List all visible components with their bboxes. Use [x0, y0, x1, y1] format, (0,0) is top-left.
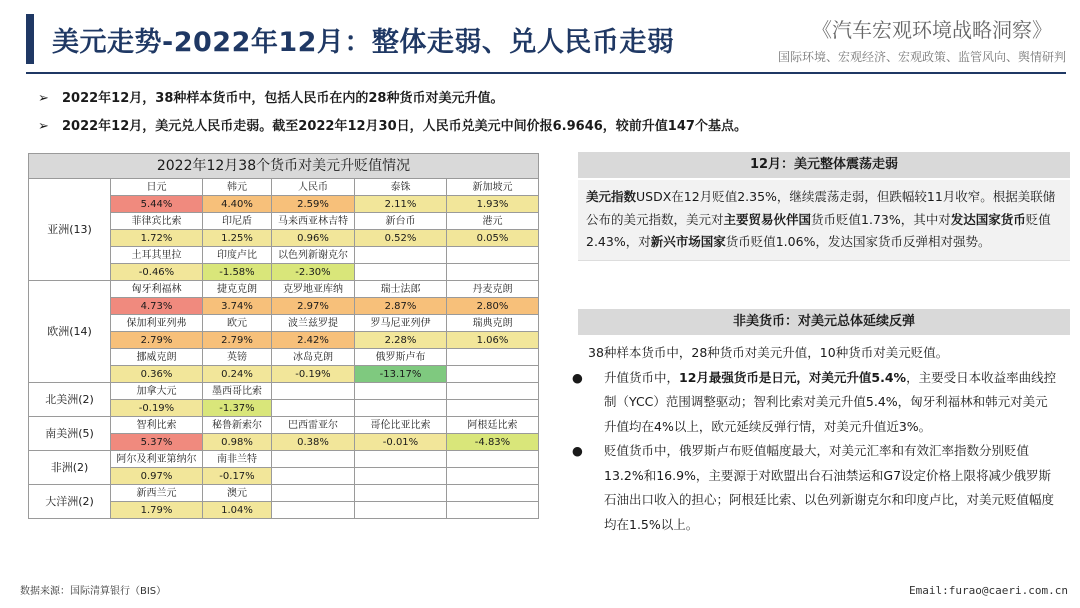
currency-name: 智利比索 — [111, 417, 203, 434]
currency-name: 新台币 — [355, 213, 447, 230]
currency-change: -0.46% — [111, 264, 203, 281]
currency-name: 挪威克朗 — [111, 349, 203, 366]
currency-name: 墨西哥比索 — [203, 383, 272, 400]
currency-table — [28, 153, 539, 519]
title-accent-bar — [26, 14, 34, 64]
bullet-dot-icon: ● — [572, 443, 583, 458]
currency-change: -2.30% — [272, 264, 355, 281]
currency-name: 印度卢比 — [203, 247, 272, 264]
currency-change: 0.38% — [272, 434, 355, 451]
table-row — [29, 383, 539, 400]
currency-change: 0.98% — [203, 434, 272, 451]
empty-cell — [272, 400, 355, 417]
panel-usd-text: 美元指数USDX在12月贬值2.35%，继续震荡走弱，但跌幅较11月收窄。根据美联储公布的美元指数，美元对主要贸易伙伴国货币贬值1.73%，其中对发达国家货币贬值2.43%，对新兴市场国家货币贬值1.06%，发达国家货币反弹相对强势。 — [578, 180, 1070, 261]
region-label: 欧洲(14) — [29, 281, 111, 383]
brand-title: 《汽车宏观环境战略洞察》 — [812, 18, 1052, 42]
region-label: 南美洲(5) — [29, 417, 111, 451]
currency-name: 泰铢 — [355, 179, 447, 196]
currency-change: 0.96% — [272, 230, 355, 247]
region-label: 非洲(2) — [29, 451, 111, 485]
empty-cell — [447, 485, 539, 502]
currency-change: 0.97% — [111, 468, 203, 485]
currency-name: 韩元 — [203, 179, 272, 196]
currency-name: 丹麦克朗 — [447, 281, 539, 298]
currency-change: -0.19% — [111, 400, 203, 417]
currency-change: 0.24% — [203, 366, 272, 383]
currency-change: 1.93% — [447, 196, 539, 213]
currency-change: 4.40% — [203, 196, 272, 213]
region-label: 大洋洲(2) — [29, 485, 111, 519]
empty-cell — [447, 383, 539, 400]
currency-name: 加拿大元 — [111, 383, 203, 400]
currency-name: 瑞士法郎 — [355, 281, 447, 298]
region-label: 北美洲(2) — [29, 383, 111, 417]
empty-cell — [447, 502, 539, 519]
currency-change: 2.59% — [272, 196, 355, 213]
summary-bullet-text: 2022年12月，美元兑人民币走弱。截至2022年12月30日，人民币兑美元中间价报6.9646，较前升值147个基点。 — [62, 119, 747, 134]
currency-change: 2.97% — [272, 298, 355, 315]
currency-change: 0.05% — [447, 230, 539, 247]
table-row — [29, 281, 539, 298]
bullet-dot-icon: ● — [572, 369, 583, 385]
table-row — [29, 179, 539, 196]
currency-change: -1.58% — [203, 264, 272, 281]
currency-change: 2.80% — [447, 298, 539, 315]
currency-change: 1.25% — [203, 230, 272, 247]
currency-name: 马来西亚林吉特 — [272, 213, 355, 230]
empty-cell — [272, 468, 355, 485]
panel-nonusd-item — [572, 366, 1058, 440]
currency-change: 0.36% — [111, 366, 203, 383]
currency-change: 2.42% — [272, 332, 355, 349]
currency-name: 保加利亚列弗 — [111, 315, 203, 332]
table-row — [29, 451, 539, 468]
currency-name: 土耳其里拉 — [111, 247, 203, 264]
empty-cell — [447, 349, 539, 366]
currency-name: 港元 — [447, 213, 539, 230]
currency-name: 印尼盾 — [203, 213, 272, 230]
currency-change: 1.06% — [447, 332, 539, 349]
currency-change: -0.19% — [272, 366, 355, 383]
currency-change: 2.79% — [111, 332, 203, 349]
currency-name: 秘鲁新索尔 — [203, 417, 272, 434]
arrow-icon: ➢ — [38, 119, 49, 134]
currency-name: 南非兰特 — [203, 451, 272, 468]
empty-cell — [447, 366, 539, 383]
currency-change: 5.37% — [111, 434, 203, 451]
currency-change: -4.83% — [447, 434, 539, 451]
currency-change: 2.79% — [203, 332, 272, 349]
panel-nonusd-title: 非美货币：对美元总体延续反弹 — [578, 309, 1070, 335]
empty-cell — [355, 502, 447, 519]
currency-change: 5.44% — [111, 196, 203, 213]
empty-cell — [447, 468, 539, 485]
currency-name: 克罗地亚库纳 — [272, 281, 355, 298]
empty-cell — [355, 485, 447, 502]
panel-nonusd-item-text: 贬值货币中，俄罗斯卢布贬值幅度最大，对美元汇率和有效汇率指数分别贬值13.2%和16.9%，主要源于对欧盟出台石油禁运和G7设定价格上限将减少俄罗斯石油出口收入的担心；阿根廷比索、以色列新谢克尔和印度卢比，对美元贬值幅度均在1.5%以上。 — [604, 443, 1055, 532]
currency-change: 4.73% — [111, 298, 203, 315]
arrow-icon: ➢ — [38, 91, 49, 106]
currency-change: 2.87% — [355, 298, 447, 315]
currency-change: -0.01% — [355, 434, 447, 451]
contact-email: Email:furao@caeri.com.cn — [909, 584, 1068, 597]
region-label: 亚洲(13) — [29, 179, 111, 281]
empty-cell — [355, 247, 447, 264]
summary-bullets — [38, 88, 747, 144]
empty-cell — [355, 468, 447, 485]
brand-subtitle: 国际环境、宏观经济、宏观政策、监管风向、舆情研判 — [777, 50, 1066, 64]
currency-change: -13.17% — [355, 366, 447, 383]
panel-nonusd-intro: 38种样本货币中，28种货币对美元升值，10种货币对美元贬值。 — [588, 345, 949, 360]
header-divider — [26, 72, 1066, 74]
data-source: 数据来源：国际清算银行（BIS） — [20, 586, 167, 597]
currency-name: 日元 — [111, 179, 203, 196]
currency-name: 哥伦比亚比索 — [355, 417, 447, 434]
empty-cell — [447, 400, 539, 417]
summary-bullet-text: 2022年12月，38种样本货币中，包括人民币在内的28种货币对美元升值。 — [62, 91, 504, 106]
currency-change: 2.11% — [355, 196, 447, 213]
currency-name: 匈牙利福林 — [111, 281, 203, 298]
currency-name: 新西兰元 — [111, 485, 203, 502]
currency-name: 人民币 — [272, 179, 355, 196]
panel-nonusd-item — [572, 439, 1058, 537]
currency-name: 英镑 — [203, 349, 272, 366]
currency-name: 阿根廷比索 — [447, 417, 539, 434]
currency-name: 澳元 — [203, 485, 272, 502]
currency-name: 波兰兹罗提 — [272, 315, 355, 332]
currency-name: 新加坡元 — [447, 179, 539, 196]
currency-name: 菲律宾比索 — [111, 213, 203, 230]
currency-name: 冰岛克朗 — [272, 349, 355, 366]
empty-cell — [355, 400, 447, 417]
table-row — [29, 485, 539, 502]
currency-name: 以色列新谢克尔 — [272, 247, 355, 264]
currency-change: 0.52% — [355, 230, 447, 247]
currency-name: 欧元 — [203, 315, 272, 332]
empty-cell — [272, 485, 355, 502]
empty-cell — [272, 451, 355, 468]
page-title: 美元走势-2022年12月：整体走弱、兑人民币走弱 — [52, 27, 675, 58]
currency-change: 3.74% — [203, 298, 272, 315]
panel-usd-title: 12月：美元整体震荡走弱 — [578, 152, 1070, 178]
currency-name: 阿尔及利亚第纳尔 — [111, 451, 203, 468]
currency-change: 1.72% — [111, 230, 203, 247]
currency-name: 巴西雷亚尔 — [272, 417, 355, 434]
empty-cell — [447, 247, 539, 264]
currency-name: 瑞典克朗 — [447, 315, 539, 332]
empty-cell — [447, 451, 539, 468]
table-row — [29, 417, 539, 434]
empty-cell — [447, 264, 539, 281]
table-title: 2022年12月38个货币对美元升贬值情况 — [29, 154, 539, 179]
currency-change: -1.37% — [203, 400, 272, 417]
summary-bullet — [38, 88, 747, 116]
currency-name: 罗马尼亚列伊 — [355, 315, 447, 332]
summary-bullet — [38, 116, 747, 144]
empty-cell — [272, 502, 355, 519]
panel-nonusd-body — [572, 341, 1058, 537]
currency-change: -0.17% — [203, 468, 272, 485]
currency-change: 1.79% — [111, 502, 203, 519]
empty-cell — [355, 264, 447, 281]
currency-name: 捷克克朗 — [203, 281, 272, 298]
currency-change: 1.04% — [203, 502, 272, 519]
empty-cell — [272, 383, 355, 400]
empty-cell — [355, 383, 447, 400]
currency-name: 俄罗斯卢布 — [355, 349, 447, 366]
empty-cell — [355, 451, 447, 468]
panel-nonusd-item-text: 升值货币中，12月最强货币是日元，对美元升值5.4%，主要受日本收益率曲线控制（YCC）范围调整驱动；智利比索对美元升值5.4%，匈牙利福林和韩元对美元升值均在4%以上，欧元延续反弹行情，对美元升值近3%。 — [604, 369, 1057, 434]
currency-change: 2.28% — [355, 332, 447, 349]
